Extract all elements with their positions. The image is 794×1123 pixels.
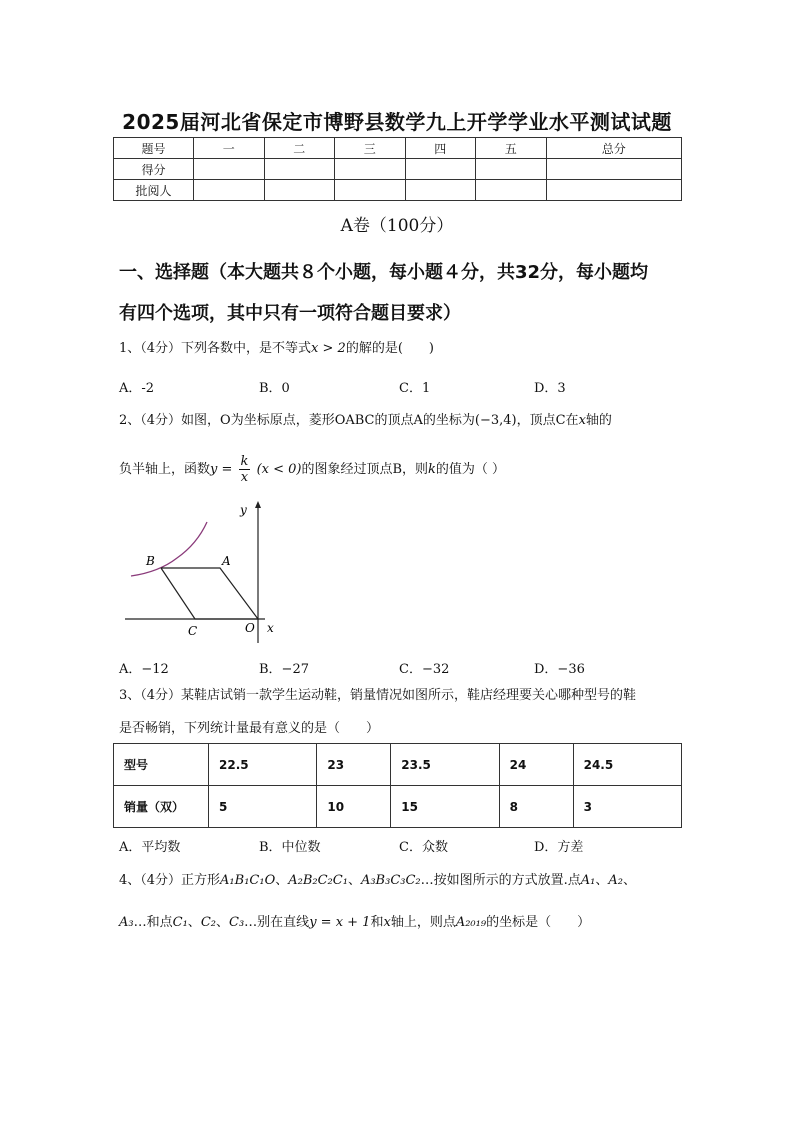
table-cell: 24.5 bbox=[573, 744, 681, 786]
table-row bbox=[114, 180, 682, 201]
table-cell: 型号 bbox=[114, 744, 209, 786]
rhombus bbox=[161, 568, 258, 619]
q2-fraction bbox=[239, 454, 251, 485]
table-row bbox=[114, 744, 682, 786]
q2-text: 的值为（ ） bbox=[435, 462, 506, 477]
q2-text: 的图象经过顶点B，则 bbox=[301, 462, 429, 477]
table-cell bbox=[476, 180, 547, 201]
q4-sep: 、 bbox=[347, 873, 361, 888]
q1-text: 1、（4分）下列各数中，是不等式 bbox=[119, 341, 312, 356]
q4-square-1: A₁B₁C₁O bbox=[220, 873, 276, 888]
table-row bbox=[114, 159, 682, 180]
label-c: C bbox=[188, 624, 198, 638]
q4-text: 4、（4分）正方形 bbox=[119, 873, 221, 888]
y-axis-arrow bbox=[255, 501, 261, 508]
question-3-line1: 3、（4分）某鞋店试销一款学生运动鞋，销量情况如图所示，鞋店经理要关心哪种型号的鞋 bbox=[119, 688, 637, 703]
q4-x-var: x bbox=[383, 915, 391, 930]
q4-text: 轴上，则点 bbox=[390, 915, 456, 930]
table-cell bbox=[264, 180, 335, 201]
table-cell bbox=[476, 159, 547, 180]
q4-text: …和点 bbox=[133, 915, 173, 930]
table-cell: 三 bbox=[335, 138, 406, 159]
table-cell: 总分 bbox=[546, 138, 682, 159]
table-cell bbox=[194, 180, 265, 201]
q2-text: 轴的 bbox=[585, 413, 612, 428]
table-cell bbox=[405, 159, 476, 180]
volume-heading: A卷（100分） bbox=[340, 216, 454, 236]
q4-sep: 、 bbox=[215, 915, 229, 930]
q2-coord: (−3,4) bbox=[474, 413, 517, 428]
label-o: O bbox=[245, 621, 255, 635]
q4-point-a2019: A₂₀₁₉ bbox=[455, 915, 487, 930]
label-x: x bbox=[267, 621, 274, 635]
table-cell: 22.5 bbox=[209, 744, 317, 786]
option-a: A．−12 bbox=[119, 662, 169, 677]
option-d: D．3 bbox=[534, 381, 566, 396]
table-cell bbox=[335, 159, 406, 180]
q1-text-end: 的解的是( ) bbox=[345, 341, 434, 356]
q4-square-2: A₂B₂C₂C₁ bbox=[288, 873, 348, 888]
q4-point-a1: A₁ bbox=[580, 873, 596, 888]
q4-sep: 、 bbox=[595, 873, 609, 888]
table-cell: 5 bbox=[209, 786, 317, 828]
section-line: 有四个选项，其中只有一项符合题目要求） bbox=[119, 303, 461, 324]
table-cell: 题号 bbox=[114, 138, 194, 159]
table-row bbox=[114, 138, 682, 159]
q4-line-equation: y = x + 1 bbox=[309, 915, 371, 930]
question-2-line2 bbox=[119, 445, 684, 485]
table-cell bbox=[546, 159, 682, 180]
q2-func-lhs: y = bbox=[210, 462, 233, 477]
table-cell: 10 bbox=[317, 786, 391, 828]
question-4-line1 bbox=[119, 871, 684, 891]
q4-text: …别在直线 bbox=[244, 915, 310, 930]
table-cell bbox=[335, 180, 406, 201]
q4-sep: 、 bbox=[187, 915, 201, 930]
q2-func-den: x bbox=[240, 470, 249, 485]
table-cell: 8 bbox=[499, 786, 573, 828]
q4-text: …按如图所示的方式放置.点 bbox=[420, 873, 581, 888]
q1-options bbox=[119, 377, 684, 397]
option-c: C．众数 bbox=[399, 840, 448, 855]
table-cell: 23 bbox=[317, 744, 391, 786]
question-1 bbox=[119, 339, 684, 359]
q2-options bbox=[119, 658, 684, 678]
table-cell: 四 bbox=[405, 138, 476, 159]
table-cell bbox=[546, 180, 682, 201]
question-3-line2: 是否畅销，下列统计量最有意义的是（ ） bbox=[119, 721, 380, 736]
table-cell: 3 bbox=[573, 786, 681, 828]
section-heading bbox=[119, 252, 684, 334]
section-line: 一、选择题（本大题共８个小题，每小题４分，共32分，每小题均 bbox=[119, 262, 649, 283]
q2-text: ，顶点C在 bbox=[516, 413, 579, 428]
option-a: A．平均数 bbox=[119, 840, 181, 855]
q2-func-num: k bbox=[240, 454, 249, 469]
q4-text: 的坐标是（ ） bbox=[486, 915, 591, 930]
table-cell: 15 bbox=[391, 786, 499, 828]
q4-point-c1: C₁ bbox=[172, 915, 188, 930]
shoe-sales-table bbox=[113, 743, 682, 828]
q2-text: 2、（4分）如图，O为坐标原点，菱形OABC的顶点A的坐标为 bbox=[119, 413, 475, 428]
option-c: C．−32 bbox=[399, 662, 450, 677]
table-cell: 23.5 bbox=[391, 744, 499, 786]
table-cell: 二 bbox=[264, 138, 335, 159]
table-cell: 得分 bbox=[114, 159, 194, 180]
question-2-line1 bbox=[119, 411, 684, 431]
q2-text: 负半轴上，函数 bbox=[119, 462, 211, 477]
label-a: A bbox=[222, 554, 231, 568]
rhombus-figure bbox=[119, 498, 289, 648]
q4-sep: 、 bbox=[623, 873, 637, 888]
table-cell: 销量（双） bbox=[114, 786, 209, 828]
q4-point-c2: C₂ bbox=[200, 915, 216, 930]
table-row bbox=[114, 786, 682, 828]
q4-point-c3: C₃ bbox=[229, 915, 245, 930]
q2-x-var: x bbox=[578, 413, 586, 428]
table-cell: 批阅人 bbox=[114, 180, 194, 201]
table-cell: 24 bbox=[499, 744, 573, 786]
q2-func-cond: (x < 0) bbox=[256, 462, 302, 477]
table-cell bbox=[194, 159, 265, 180]
q4-text: 和 bbox=[370, 915, 384, 930]
table-cell bbox=[405, 180, 476, 201]
q4-point-a3: A₃ bbox=[119, 915, 134, 930]
question-4-line2 bbox=[119, 913, 684, 933]
option-d: D．−36 bbox=[534, 662, 585, 677]
table-cell bbox=[264, 159, 335, 180]
table-cell: 五 bbox=[476, 138, 547, 159]
label-y: y bbox=[240, 503, 247, 517]
q4-point-a2: A₂ bbox=[608, 873, 624, 888]
table-cell: 一 bbox=[194, 138, 265, 159]
q3-options bbox=[119, 836, 684, 856]
label-b: B bbox=[146, 554, 155, 568]
page-title: 2025届河北省保定市博野县数学九上开学学业水平测试试题 bbox=[122, 110, 672, 134]
option-b: B．0 bbox=[259, 381, 290, 396]
q4-square-3: A₃B₃C₃C₂ bbox=[360, 873, 421, 888]
score-table bbox=[113, 137, 682, 201]
option-c: C．1 bbox=[399, 381, 431, 396]
option-b: B．中位数 bbox=[259, 840, 321, 855]
q2-k-var: k bbox=[428, 462, 436, 477]
option-a: A．-2 bbox=[119, 381, 155, 396]
option-b: B．−27 bbox=[259, 662, 309, 677]
option-d: D．方差 bbox=[534, 840, 584, 855]
q1-inequality: x > 2 bbox=[311, 341, 346, 356]
q4-sep: 、 bbox=[275, 873, 289, 888]
